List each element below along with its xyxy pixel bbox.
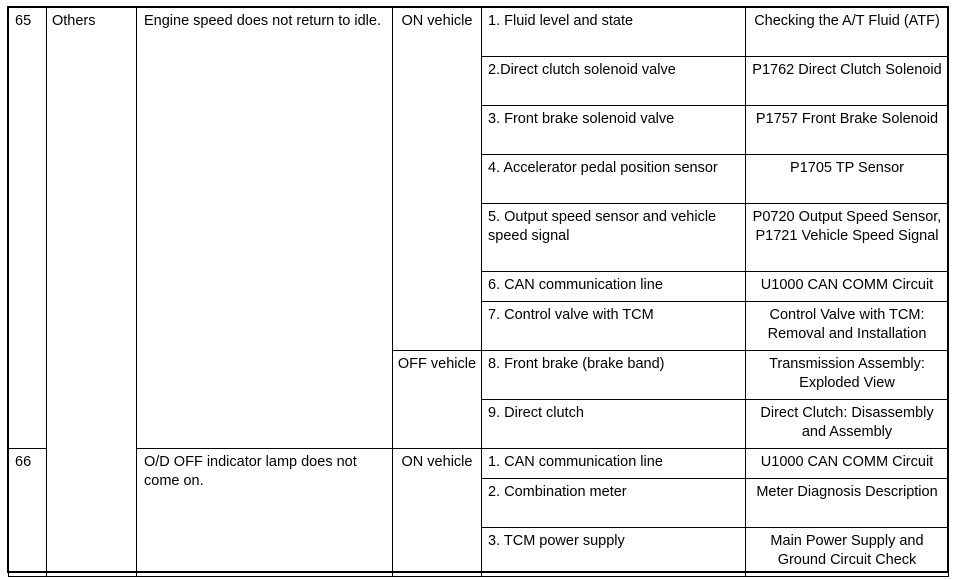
reference-text: Control Valve with TCM: Removal and Installation xyxy=(767,307,927,342)
check-item: 2.Direct clutch solenoid valve xyxy=(488,62,676,78)
condition-label: ON vehicle xyxy=(401,454,473,470)
reference-cell xyxy=(746,351,949,400)
symptom-cell xyxy=(137,8,393,449)
check-item-cell xyxy=(482,400,746,449)
check-item: 8. Front brake (brake band) xyxy=(488,356,665,372)
reference-text: Main Power Supply and Ground Circuit Check xyxy=(770,533,924,568)
check-item-cell xyxy=(482,57,746,106)
check-item: 7. Control valve with TCM xyxy=(488,307,654,323)
reference-text: P1762 Direct Clutch Solenoid xyxy=(752,62,942,78)
reference-cell xyxy=(746,204,949,272)
reference-cell xyxy=(746,400,949,449)
row-number-cell xyxy=(9,8,47,449)
symptom-cell xyxy=(137,449,393,577)
check-item-cell xyxy=(482,204,746,272)
reference-cell xyxy=(746,528,949,577)
reference-text: P0720 Output Speed Sensor, P1721 Vehicle Speed Signal xyxy=(752,209,942,244)
check-item-cell xyxy=(482,272,746,302)
reference-text: U1000 CAN COMM Circuit xyxy=(760,454,934,470)
reference-text: Transmission Assembly: Exploded View xyxy=(769,356,925,391)
table-row xyxy=(9,8,949,57)
reference-text: P1757 Front Brake Solenoid xyxy=(755,111,939,127)
diagnosis-table xyxy=(8,7,949,577)
condition-cell xyxy=(393,351,482,449)
reference-text: Direct Clutch: Disassembly and Assembly xyxy=(760,405,934,440)
reference-cell xyxy=(746,57,949,106)
condition-label: OFF vehicle xyxy=(397,356,477,372)
check-item-cell xyxy=(482,155,746,204)
row-number-cell xyxy=(9,449,47,577)
check-item: 3. Front brake solenoid valve xyxy=(488,111,675,127)
reference-cell xyxy=(746,302,949,351)
reference-cell xyxy=(746,449,949,479)
reference-cell xyxy=(746,479,949,528)
row-number: 65 xyxy=(15,13,32,29)
reference-cell xyxy=(746,272,949,302)
check-item-cell xyxy=(482,449,746,479)
category-cell xyxy=(47,8,137,577)
table-row xyxy=(9,449,949,479)
check-item-cell xyxy=(482,302,746,351)
check-item: 9. Direct clutch xyxy=(488,405,584,421)
check-item-cell xyxy=(482,106,746,155)
reference-cell xyxy=(746,106,949,155)
symptom-text: Engine speed does not return to idle. xyxy=(144,13,381,29)
check-item: 1. Fluid level and state xyxy=(488,13,634,29)
condition-cell xyxy=(393,449,482,577)
check-item-cell xyxy=(482,351,746,400)
check-item-cell xyxy=(482,528,746,577)
reference-text: Meter Diagnosis Description xyxy=(756,484,938,500)
check-item: 3. TCM power supply xyxy=(488,533,625,549)
check-item: 2. Combination meter xyxy=(488,484,627,500)
reference-text: P1705 TP Sensor xyxy=(790,160,904,176)
check-item-cell xyxy=(482,479,746,528)
check-item: 1. CAN communication line xyxy=(488,454,663,470)
reference-text: Checking the A/T Fluid (ATF) xyxy=(754,13,940,29)
category-label: Others xyxy=(52,13,96,29)
reference-cell xyxy=(746,155,949,204)
reference-cell xyxy=(746,8,949,57)
check-item: 5. Output speed sensor and vehicle speed signal xyxy=(488,209,717,244)
symptom-text: O/D OFF indicator lamp does not come on. xyxy=(144,454,357,489)
check-item-cell xyxy=(482,8,746,57)
reference-text: U1000 CAN COMM Circuit xyxy=(760,277,934,293)
check-item: 4. Accelerator pedal position sensor xyxy=(488,160,718,176)
condition-cell xyxy=(393,8,482,351)
condition-label: ON vehicle xyxy=(401,13,473,29)
row-number: 66 xyxy=(15,454,32,470)
check-item: 6. CAN communication line xyxy=(488,277,663,293)
